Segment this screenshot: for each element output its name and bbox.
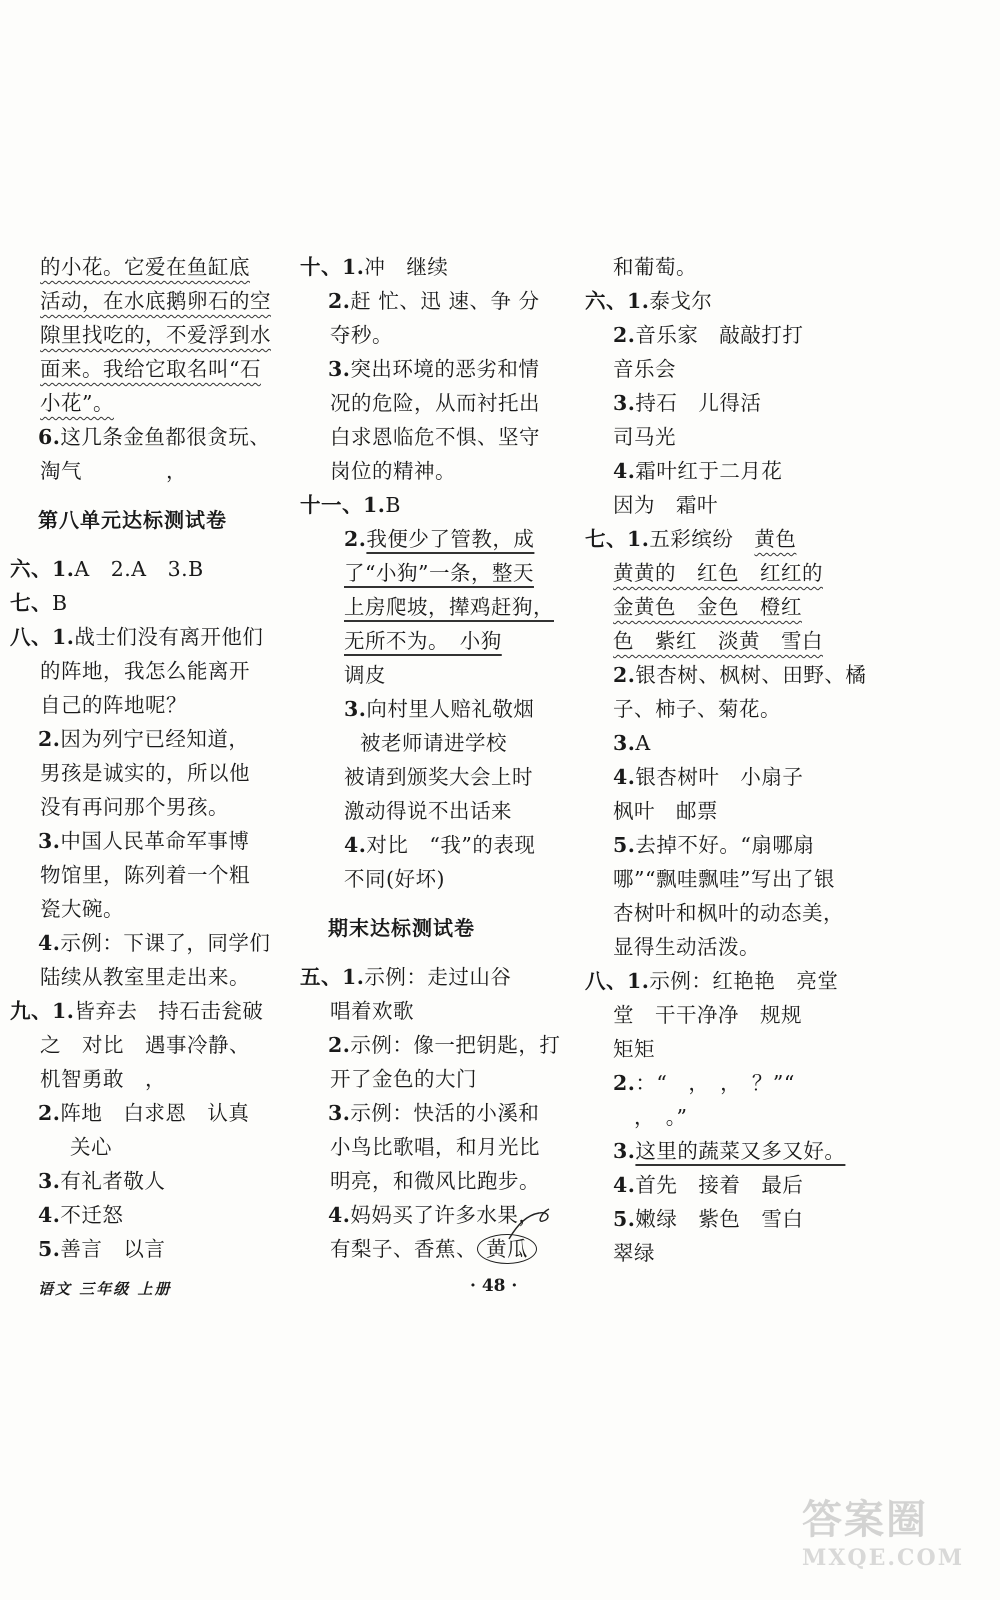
answer-text: ， 。” xyxy=(613,1105,688,1129)
question-number: 4. xyxy=(38,931,61,955)
answer-line xyxy=(585,488,865,522)
answer-line xyxy=(300,624,575,658)
answer-line xyxy=(10,1198,290,1232)
answer-text: 物馆里，陈列着一个粗 xyxy=(40,863,250,887)
answer-line xyxy=(300,284,575,318)
circled-answer: 黄瓜 xyxy=(477,1234,537,1264)
answer-line xyxy=(300,522,575,556)
handwritten-swirl-icon xyxy=(505,1205,555,1245)
answer-text: 关心 xyxy=(70,1135,112,1159)
answer-text: 五彩缤纷 xyxy=(649,527,755,551)
answer-text: 示例：下课了，同学们 xyxy=(60,931,271,955)
answer-text: 岗位的精神。 xyxy=(330,459,456,483)
question-number: 六、1. xyxy=(585,289,650,313)
answer-text: 不同(好坏) xyxy=(344,867,445,891)
answer-text: 激动得说不出话来 xyxy=(344,799,512,823)
answer-line xyxy=(10,284,290,318)
answer-line xyxy=(585,1066,865,1100)
question-number: 4. xyxy=(328,1203,351,1227)
answer-text: 白求恩临危不惧、坚守 xyxy=(330,425,540,449)
answer-line xyxy=(300,250,575,284)
answer-line xyxy=(10,586,290,620)
answer-line xyxy=(10,318,290,352)
answer-text: 调皮 xyxy=(344,663,386,687)
answer-text: 去掉不好。“扇哪扇 xyxy=(635,833,815,857)
answer-line xyxy=(300,1164,575,1198)
answer-text: 泰戈尔 xyxy=(649,289,713,313)
answer-text: 突出环境的恶劣和情 xyxy=(350,357,540,381)
answer-line xyxy=(10,386,290,420)
answer-line xyxy=(10,722,290,756)
section-heading: 第八单元达标测试卷 xyxy=(38,508,227,532)
answer-text: 况的危险，从而衬托出 xyxy=(330,391,540,415)
answer-text: 开了金色的大门 xyxy=(330,1067,477,1091)
answer-text: 中国人民革命军事博 xyxy=(60,829,250,853)
answer-text: 隙里找吃的，不爱浮到水 xyxy=(40,323,271,347)
answer-line xyxy=(300,556,575,590)
answer-line xyxy=(300,658,575,692)
question-number: 2. xyxy=(328,1033,351,1057)
answer-text: 皆弃去 持石击瓮破 xyxy=(74,999,264,1023)
question-number: 八、1. xyxy=(10,625,75,649)
question-number: 2. xyxy=(38,1101,61,1125)
question-number: 5. xyxy=(613,1207,636,1231)
question-number: 4. xyxy=(38,1203,61,1227)
question-number: 五、1. xyxy=(300,965,365,989)
answer-text: 银杏树、枫树、田野、橘 xyxy=(635,663,867,687)
question-number: 4. xyxy=(344,833,367,857)
question-number: 2. xyxy=(344,527,367,551)
answer-text: 司马光 xyxy=(613,425,676,449)
answer-line xyxy=(585,590,865,624)
answer-line xyxy=(300,726,575,760)
answer-text: 没有再问那个男孩。 xyxy=(40,795,229,819)
answer-line xyxy=(300,386,575,420)
answer-text: 示例：像一把钥匙，打 xyxy=(350,1033,561,1057)
answer-text: 小花”。 xyxy=(40,391,114,415)
answer-text: 和葡萄。 xyxy=(613,255,697,279)
answer-line xyxy=(585,760,865,794)
question-number: 2. xyxy=(613,1071,636,1095)
answer-line xyxy=(585,386,865,420)
question-number: 6. xyxy=(38,425,61,449)
answer-text: 自己的阵地呢？ xyxy=(40,693,187,717)
answer-line xyxy=(10,994,290,1028)
answer-text: 这里的蔬菜又多又好。 xyxy=(635,1139,846,1163)
answer-line xyxy=(300,318,575,352)
answer-line xyxy=(585,658,865,692)
answer-column-2 xyxy=(300,250,575,1266)
answer-text: 瓷大碗。 xyxy=(40,897,124,921)
question-number: 3. xyxy=(613,1139,636,1163)
question-number: 3. xyxy=(328,357,351,381)
highlighted-answer: 黄色 xyxy=(754,527,797,551)
answer-line xyxy=(585,896,865,930)
answer-line xyxy=(10,1096,290,1130)
answer-text: 子、柿子、菊花。 xyxy=(613,697,781,721)
answer-line xyxy=(10,790,290,824)
answer-text: 对比 “我”的表现 xyxy=(366,833,536,857)
answer-text: 有礼者敬人 xyxy=(60,1169,166,1193)
highlighted-answer: 黄黄的 红色 红红的 xyxy=(613,561,823,585)
answer-text: 了“小狗”一条，整天 xyxy=(344,561,534,585)
question-number: 3. xyxy=(38,1169,61,1193)
answer-text: 被老师请进学校 xyxy=(360,731,507,755)
answer-line xyxy=(585,998,865,1032)
answer-line xyxy=(300,1062,575,1096)
answer-text: 唱着欢歌 xyxy=(330,999,414,1023)
answer-text: 示例：红艳艳 亮堂 xyxy=(649,969,839,993)
question-number: 3. xyxy=(344,697,367,721)
question-number: 七、 xyxy=(10,591,52,615)
answer-text: 之 对比 遇事冷静、 xyxy=(40,1033,250,1057)
answer-line xyxy=(300,828,575,862)
answer-text: 哪”“飘哇飘哇”写出了银 xyxy=(613,867,835,891)
answer-text: 首先 接着 最后 xyxy=(635,1173,804,1197)
question-number: 十、1. xyxy=(300,255,365,279)
answer-line xyxy=(10,454,290,488)
answer-line xyxy=(10,420,290,454)
answer-line xyxy=(10,654,290,688)
answer-line xyxy=(10,620,290,654)
answer-text: 持石 儿得活 xyxy=(635,391,762,415)
answer-text: 翠绿 xyxy=(613,1241,655,1265)
answer-text: B xyxy=(385,493,401,517)
question-number: 4. xyxy=(613,459,636,483)
book-subject-label: 语文 三年级 上册 xyxy=(38,1280,172,1298)
answer-text: A 2.A 3.B xyxy=(74,557,204,581)
answer-text: 机智勇敢 ， xyxy=(40,1067,166,1091)
answer-line xyxy=(10,960,290,994)
highlighted-answer: 色 紫红 淡黄 雪白 xyxy=(613,629,823,653)
page-number: · 48 · xyxy=(470,1276,518,1296)
answer-line xyxy=(585,726,865,760)
answer-text: 我便少了管教，成 xyxy=(366,527,535,551)
answer-text: B xyxy=(52,591,68,615)
answer-text: 矩矩 xyxy=(613,1037,655,1061)
question-number: 十一、1. xyxy=(300,493,386,517)
answer-text: 无所不为。 小狗 xyxy=(344,629,502,653)
answer-text: 上房爬坡，撵鸡赶狗， xyxy=(344,595,554,619)
watermark-logo xyxy=(802,1488,982,1578)
answer-line xyxy=(300,1130,575,1164)
question-number: 2. xyxy=(613,663,636,687)
answer-column-1 xyxy=(10,250,290,1266)
answer-line xyxy=(585,930,865,964)
answer-line xyxy=(585,1202,865,1236)
answer-text: 堂 干干净净 规规 xyxy=(613,1003,802,1027)
answer-line xyxy=(10,926,290,960)
question-number: 3. xyxy=(38,829,61,853)
answer-line xyxy=(10,1028,290,1062)
answer-text: 示例：快活的小溪和 xyxy=(350,1101,540,1125)
answer-text: 明亮，和微风比跑步。 xyxy=(330,1169,540,1193)
answer-text: 显得生动活泼。 xyxy=(613,935,760,959)
answer-text: 淘气 ， xyxy=(40,459,187,483)
question-number: 4. xyxy=(613,765,636,789)
answer-line xyxy=(10,892,290,926)
question-number: 3. xyxy=(613,391,636,415)
answer-line xyxy=(10,1232,290,1266)
answer-text: 的阵地，我怎么能离开 xyxy=(40,659,250,683)
answer-text: 杏树叶和枫叶的动态美， xyxy=(613,901,844,925)
answer-line xyxy=(300,1028,575,1062)
answer-column-3 xyxy=(585,250,865,1270)
question-number: 5. xyxy=(38,1237,61,1261)
answer-line xyxy=(585,284,865,318)
answer-line xyxy=(10,552,290,586)
question-number: 七、1. xyxy=(585,527,650,551)
answer-text: 向村里人赔礼敬烟 xyxy=(366,697,535,721)
answer-line xyxy=(300,454,575,488)
answer-line xyxy=(300,960,575,994)
answer-text: 阵地 白求恩 认真 xyxy=(60,1101,250,1125)
answer-text: 这几条金鱼都很贪玩、 xyxy=(60,425,271,449)
highlighted-answer: 金黄色 金色 橙红 xyxy=(613,595,802,619)
answer-text: 被请到颁奖大会上时 xyxy=(344,765,533,789)
answer-line xyxy=(300,1096,575,1130)
question-number: 六、1. xyxy=(10,557,75,581)
answer-text: 霜叶红于二月花 xyxy=(635,459,783,483)
question-number: 2. xyxy=(38,727,61,751)
answer-line xyxy=(10,1130,290,1164)
answer-line xyxy=(300,420,575,454)
question-number: 5. xyxy=(613,833,636,857)
watermark-url: MXQE.COM xyxy=(802,1545,965,1571)
answer-text: ：“ ， ， ？”“ xyxy=(635,1071,795,1095)
answer-line xyxy=(300,994,575,1028)
answer-line xyxy=(585,522,865,556)
answer-text: 枫叶 邮票 xyxy=(613,799,718,823)
answer-text: 的小花。它爱在鱼缸底 xyxy=(40,255,250,279)
question-number: 3. xyxy=(613,731,636,755)
answer-line xyxy=(10,1062,290,1096)
answer-text: A xyxy=(635,731,651,755)
answer-line xyxy=(585,1100,865,1134)
question-number: 4. xyxy=(613,1173,636,1197)
answer-text: 有梨子、香蕉、 xyxy=(330,1237,477,1261)
answer-text: 不迁怒 xyxy=(60,1203,124,1227)
answer-text: 因为列宁已经知道， xyxy=(60,727,250,751)
answer-line xyxy=(585,1168,865,1202)
answer-text: 活动，在水底鹅卵石的空 xyxy=(40,289,271,313)
answer-text: 善言 以言 xyxy=(60,1237,166,1261)
answer-line xyxy=(585,318,865,352)
answer-text: 银杏树叶 小扇子 xyxy=(635,765,804,789)
answer-line xyxy=(585,556,865,590)
answer-text: 示例：走过山谷 xyxy=(364,965,512,989)
answer-text: 男孩是诚实的，所以他 xyxy=(40,761,250,785)
answer-line xyxy=(300,692,575,726)
answer-line xyxy=(585,624,865,658)
question-number: 2. xyxy=(613,323,636,347)
answer-line xyxy=(585,1236,865,1270)
answer-line xyxy=(10,688,290,722)
answer-text: 夺秒。 xyxy=(330,323,393,347)
answer-line xyxy=(10,824,290,858)
answer-line xyxy=(10,756,290,790)
answer-text: 小鸟比歌唱，和月光比 xyxy=(330,1135,540,1159)
answer-text: 音乐家 敲敲打打 xyxy=(635,323,804,347)
answer-line xyxy=(585,862,865,896)
answer-line xyxy=(585,1032,865,1066)
answer-line xyxy=(585,828,865,862)
answer-line xyxy=(300,760,575,794)
watermark-title: 答案圈 xyxy=(802,1496,928,1543)
question-number: 八、1. xyxy=(585,969,650,993)
answer-line xyxy=(585,964,865,998)
answer-text: 面来。我给它取名叫“石 xyxy=(40,357,261,381)
answer-line xyxy=(300,794,575,828)
section-heading: 期末达标测试卷 xyxy=(328,916,475,940)
answer-text: 战士们没有离开他们 xyxy=(74,625,264,649)
answer-text: 音乐会 xyxy=(613,357,676,381)
answer-line xyxy=(10,352,290,386)
answer-line xyxy=(10,1164,290,1198)
question-number: 3. xyxy=(328,1101,351,1125)
question-number: 九、1. xyxy=(10,999,75,1023)
answer-line xyxy=(585,1134,865,1168)
answer-text: 陆续从教室里走出来。 xyxy=(40,965,250,989)
answer-line xyxy=(585,352,865,386)
answer-line xyxy=(585,454,865,488)
answer-line xyxy=(585,420,865,454)
answer-line xyxy=(300,352,575,386)
answer-text: 赶 忙、迅 速、争 分 xyxy=(350,289,540,313)
answer-text: 因为 霜叶 xyxy=(613,493,718,517)
answer-line xyxy=(300,590,575,624)
answer-line xyxy=(10,250,290,284)
answer-text: 妈妈买了许多水果， xyxy=(350,1203,540,1227)
answer-line xyxy=(10,858,290,892)
answer-line xyxy=(300,488,575,522)
question-number: 2. xyxy=(328,289,351,313)
answer-line xyxy=(585,250,865,284)
answer-text: 嫩绿 紫色 雪白 xyxy=(635,1207,804,1231)
answer-line xyxy=(585,692,865,726)
answer-line xyxy=(300,862,575,896)
answer-text: 冲 继续 xyxy=(364,255,449,279)
answer-line xyxy=(585,794,865,828)
